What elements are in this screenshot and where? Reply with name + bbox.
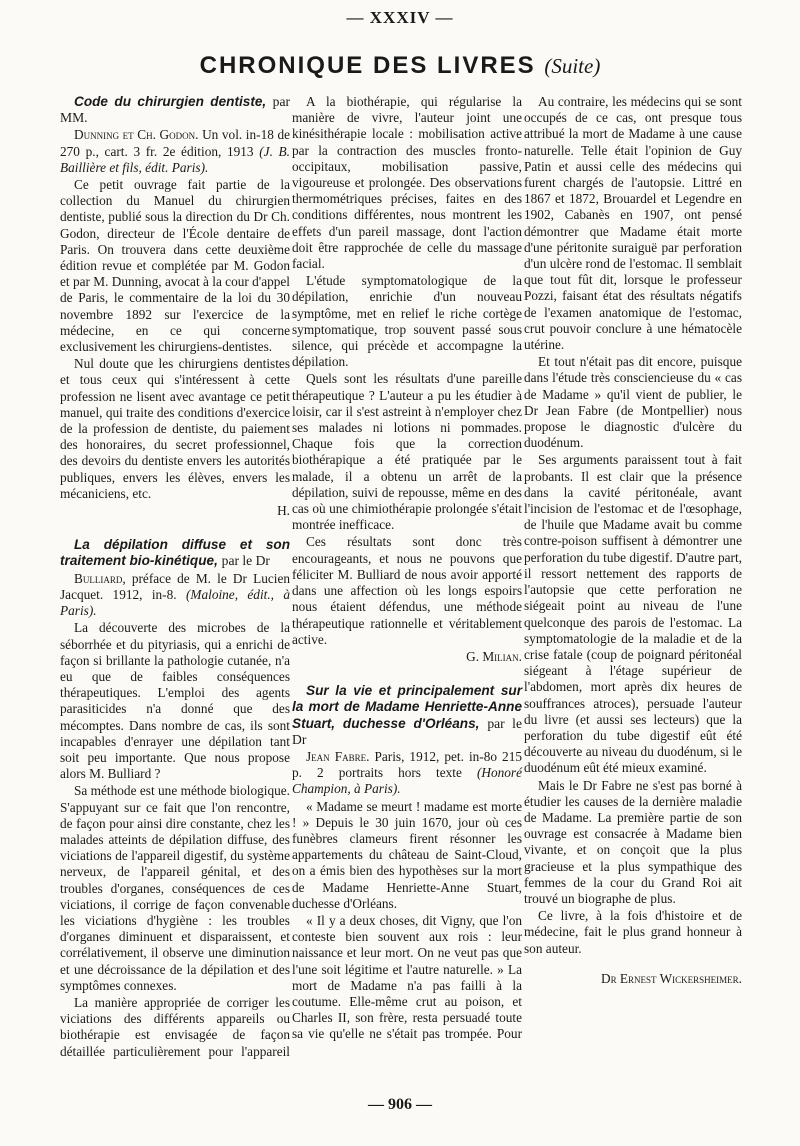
section-title-text: CHRONIQUE DES LIVRES [199, 52, 536, 79]
review-2-paragraph: La découverte des microbes de la séborrhée et du pityriasis, qui a enrichi de façon si brillante la pathologie cutanée, n'a eu que de faibles conséquences thérapeutiques. L'emploi des agents parasiticides n'a donné que des mécomptes. Dans nombre de cas, ils sont incapables d'enrayer une dépilation tant soit peu importante. Que nous propose alors M. Bulliard ? [60, 620, 290, 782]
review-2-meta: Bulliard, préface de M. le Dr Lucien Jacquet. 1912, in-8. (Maloine, édit., à Paris). [60, 570, 290, 619]
review-3-paragraph: Ses arguments paraissent tout à fait probants. Il est clair que la présence dans la cavité péritonéale, avant l'incision de l'estomac et de l'œsophage, de l'huile que Madame avait bu comme contre-poison suffisent à démontrer une perforation du tube digestif. D'autre part, il ressort nettement des rapports de l'autopsie que cette perforation ne siégeait point au niveau de l'une quelconque des parois de l'estomac. La symptomatologie de la maladie et de la crise fatale (coup de poignard péritonéal siégeant à l'étage supérieur de l'abdomen, mort après dix heures de souffrances atroces), persuade l'auteur du livre (et aussi ses lecteurs) que la perforation du tube digestif eût été découverte au niveau du duodénum, si le duodénum eût été mieux examiné. [524, 452, 742, 776]
review-2-paragraph: Sa méthode est une méthode biologique. S'appuyant sur ce fait que l'on rencontre, de façon pour ainsi dire constante, chez les malades atteints de dépilation diffuse, des viciations de l'appareil digestif, du système nerveux, de l'appareil génital, et des troubles d'organes, conséquences de ces viciations, il corrige de façon convenable les viciations d'hygiène : les troubles d'organes diminuent et disparaissent, et corrélativement, il observe une diminution et une décroissance de la dépilation et des symptômes connexes. [60, 783, 290, 993]
review-2-paragraph: A la biothérapie, qui régularise la manière de vivre, l'auteur joint une kinésithérapie locale : mobilisation active par la contraction des muscles fronto-occipitaux, mobilisation passive, vigoureuse et prolongée. Des observations thermométriques précises, faites en des conditions différentes, nous montrent les effets d'un pareil massage, dont l'action doit être rapprochée de celle du massage facial. [292, 94, 522, 272]
review-3-meta: Jean Fabre. Paris, 1912, pet. in-8o 215 p. 2 portraits hors texte (Honoré Champion, à Paris). [292, 748, 523, 797]
section-title-suffix: (Suite) [544, 54, 601, 78]
review-1-title: Code du chirurgien dentiste, par MM. [60, 94, 290, 126]
review-3-paragraph: Et tout n'était pas dit encore, puisque dans l'étude très consciencieuse du « cas de Madame » qu'il vient de publier, le Dr Jean Fabre (de Montpellier) nous propose le diagnostic d'ulcère du duodénum. [524, 354, 742, 451]
review-1-paragraph: Ce petit ouvrage fait partie de la collection du Manuel du chirurgien dentiste, publié sous la direction du Dr Ch. Godon, directeur de l'École dentaire de Paris. On trouvera dans cette deuxième édition revue et complétée par M. Godon et par M. Dunning, avocat à la cour d'appel de Paris, le commentaire de la loi du 30 novembre 1892 sur l'exercice de la médecine, en ce qui concerne exclusivement les chirurgiens-dentistes. [60, 177, 290, 355]
section-title [0, 52, 800, 80]
page-number: — 906 — [368, 1096, 432, 1113]
review-3-paragraph: « Madame se meurt ! madame est morte ! » Depuis le 30 juin 1670, jour où ces funèbres clameurs firent résonner les appartements du château de Saint-Cloud, on a émis bien des hypothèses sur la mort de Madame Henriette-Anne Stuart, duchesse d'Orléans. [292, 798, 522, 911]
review-2-signature: G. Milian. [466, 648, 522, 664]
review-1-meta: Dunning et Ch. Godon. Un vol. in-18 de 270 p., cart. 3 fr. 2e édition, 1913 (J. B. Baillière et fils, édit. Paris). [60, 127, 290, 175]
review-3-paragraph: Ce livre, à la fois d'histoire et de médecine, fait le plus grand honneur à son auteur. [524, 908, 742, 956]
review-3-paragraph: « Il y a deux choses, dit Vigny, que l'on conteste bien souvent aux rois : leur naissance et leur mort. On ne veut pas que l'une soit légitime et l'autre naturelle. » La mort de Madame n'a pas failli à la coutume. Elle-même crut au poison, et Charles II, son frère, resta persuadé toute sa vie qu'elle ne s'était pas trompée. Pour [292, 912, 522, 1041]
review-2-title: La dépilation diffuse et son traitement bio-kinétique, par le Dr [60, 537, 290, 569]
review-2-paragraph: La manière appropriée de corriger les viciations des différents appareils ou biothérapie est envisagée de façon détaillée particulièrement pour l'appareil [60, 994, 290, 1059]
review-3-signature: Dr Ernest Wickersheimer. [600, 970, 742, 986]
column-3 [524, 94, 742, 987]
review-2-paragraph: L'étude symptomatologique de la dépilation, enrichie d'un nouveau symptôme, met en relief le riche cortège symptomatique, trop souvent passé sous silence, qui précède et accompagne la dépilation. [292, 273, 522, 370]
review-3-paragraph: Mais le Dr Fabre ne s'est pas borné à étudier les causes de la dernière maladie de Madame. La première partie de son ouvrage est consacrée à Madame bien vivante, et on conçoit que la plus gracieuse et la plus sympathique des femmes de la cour du Grand Roi ait trouvé un biographe de plus. [524, 777, 742, 906]
review-1-signature: H. [277, 503, 290, 519]
roman-page-number: — XXXIV — [346, 8, 454, 27]
column-1 [60, 94, 290, 1059]
review-2-paragraph: Ces résultats sont donc très encourageants, et nous ne pouvons que féliciter M. Bulliard de nous avoir apporté dans une affection où les longs espoirs nous étaient défendus, une méthode thérapeutique rationnelle et véritablement active. [292, 534, 522, 647]
review-3-paragraph: Au contraire, les médecins qui se sont occupés de ce cas, ont presque tous attribué la mort de Madame à une cause naturelle. Telle était l'opinion de Guy Patin et aussi celle des médecins qui furent chargés de l'autopsie. Littré en 1867 et 1872, Brouardel et Legendre en 1902, Cabanès en 1907, ont pensé démontrer que Madame était morte d'une péritonite suraiguë par perforation d'un ulcère rond de l'estomac. Il semblait que tout fût dit, lorsque le professeur Pozzi, faisant état des résultats négatifs de l'examen anatomique de l'estomac, crut pouvoir conclure à une hématocèle utérine. [524, 94, 742, 353]
review-3-title: Sur la vie et principalement sur la mort de Madame Henriette-Anne Stuart, duchesse d'Orléans, par le Dr [292, 683, 522, 747]
review-1-paragraph: Nul doute que les chirurgiens dentistes et tous ceux qui s'intéressent à cette profession ne lisent avec avantage ce petit manuel, qui traite des conditions d'exercice de la profession de dentiste, du paiement des honoraires, du secret professionnel, des devoirs du dentiste envers les autorités publiques, envers les élèves, envers les mécaniciens, etc. [60, 356, 290, 501]
review-2-paragraph: Quels sont les résultats d'une pareille thérapeutique ? L'auteur a pu les étudier à loisir, car il s'est astreint à n'employer chez ses malades ni lotions ni pommades. Chaque fois que la correction biothérapique a été pratiquée par le malade, il a obtenu un arrêt de la dépilation, suivi de repousse, même en des cas où une chimiothérapie prolongée s'était montrée inefficace. [292, 371, 522, 533]
column-2 [292, 94, 522, 1041]
